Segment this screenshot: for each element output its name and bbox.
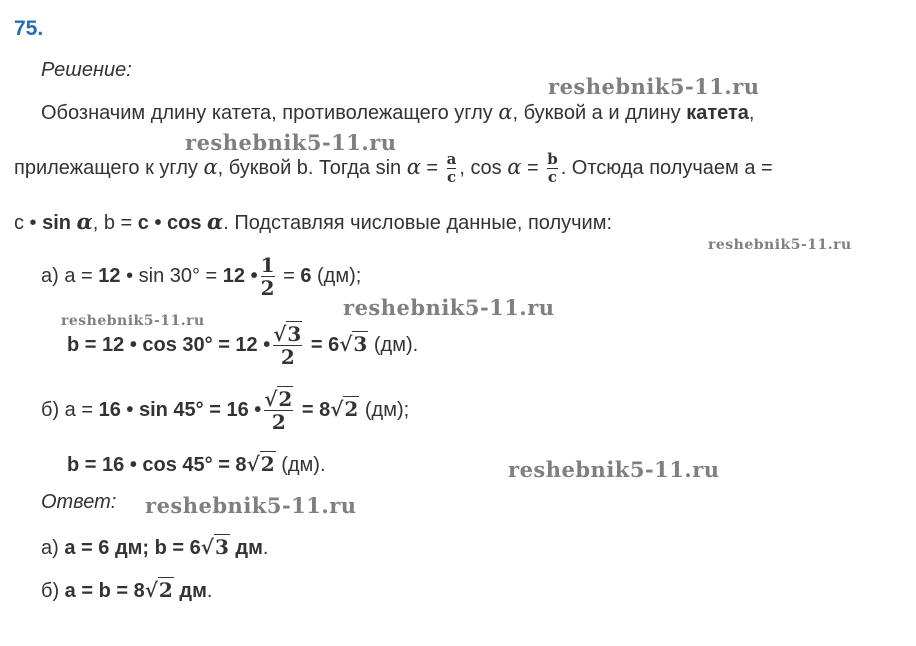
alpha-symbol: α: [406, 155, 421, 179]
text: б) a =: [41, 399, 99, 421]
text: а): [41, 537, 65, 559]
text: (дм);: [359, 399, 410, 421]
watermark: reshebnik5-11.ru: [343, 295, 555, 320]
bold-text: катета: [686, 102, 749, 124]
text: (дм);: [311, 265, 362, 287]
sqrt: √2: [330, 397, 359, 421]
denominator: c: [446, 168, 457, 187]
radicand: 2: [158, 578, 173, 602]
paragraph-line-1: [41, 100, 754, 125]
bold-text: 12: [98, 265, 121, 287]
radicand: 2: [278, 387, 293, 412]
numerator: √2: [264, 387, 293, 412]
watermark: reshebnik5-11.ru: [548, 74, 760, 99]
fraction-sqrt2-over-2: [264, 388, 293, 433]
fraction-one-half: [261, 254, 275, 299]
bold-text: дм: [173, 580, 207, 602]
alpha-symbol: α: [203, 155, 218, 179]
sqrt: √2: [246, 452, 275, 476]
watermark: reshebnik5-11.ru: [61, 313, 205, 329]
text: б): [41, 580, 65, 602]
radicand: 3: [287, 322, 302, 347]
alpha-symbol: α: [498, 100, 513, 124]
alpha-symbol: α: [207, 209, 224, 234]
watermark: reshebnik5-11.ru: [508, 457, 720, 482]
sqrt: √2: [144, 578, 173, 602]
numerator: a: [446, 150, 457, 169]
text: (дм).: [368, 334, 419, 356]
bold-text: a = b = 8: [64, 580, 145, 602]
bold-text: дм: [229, 537, 263, 559]
numerator: 1: [260, 253, 275, 278]
bold-text: = 6: [305, 334, 340, 356]
bold-text: sin: [42, 212, 77, 234]
text: , cos: [459, 157, 508, 179]
watermark: reshebnik5-11.ru: [185, 130, 397, 155]
text: Обозначим длину катета, противолежащего углу: [41, 102, 499, 124]
problem-number: 75.: [14, 17, 44, 40]
sqrt: √3: [339, 332, 368, 356]
text: . Отсюда получаем а =: [560, 157, 773, 179]
text: =: [521, 157, 545, 179]
fraction-sqrt3-over-2: [273, 323, 302, 368]
radicand: 3: [214, 535, 229, 559]
denominator: 2: [264, 410, 293, 433]
answer-b: [41, 578, 212, 603]
bold-text: c • cos: [137, 212, 208, 234]
numerator: √3: [273, 322, 302, 347]
bold-text: a = 6 дм; b = 6: [64, 537, 201, 559]
answer-a: [41, 535, 268, 560]
bold-text: b = 12 • cos 30° = 12 •: [67, 334, 271, 356]
solution-label: Решение:: [41, 59, 132, 81]
text: прилежащего к углу: [14, 157, 204, 179]
text: ,: [748, 102, 755, 124]
text: а) a =: [41, 265, 99, 287]
solution-a-line-1: [41, 254, 361, 299]
text: . Подставляя числовые данные, получим:: [223, 212, 613, 234]
radicand: 3: [353, 332, 368, 356]
radicand: 2: [260, 452, 275, 476]
bold-text: b = 16 • cos 45° = 8: [67, 454, 247, 476]
alpha-symbol: α: [507, 155, 522, 179]
solution-b-line-2: [67, 452, 326, 477]
watermark: reshebnik5-11.ru: [708, 237, 852, 253]
bold-text: 16 • sin 45° = 16 •: [98, 399, 262, 421]
watermark: reshebnik5-11.ru: [145, 493, 357, 518]
text: , b =: [92, 212, 138, 234]
radicand: 2: [344, 397, 359, 421]
solution-b-line-1: [41, 385, 409, 434]
answer-label: Ответ:: [41, 491, 117, 513]
fraction-b-over-c: [547, 151, 558, 186]
alpha-symbol: α: [76, 209, 93, 234]
text: .: [206, 580, 213, 602]
text: =: [277, 265, 301, 287]
text: • sin 30° =: [120, 265, 223, 287]
denominator: 2: [260, 276, 275, 301]
sqrt: √3: [200, 535, 229, 559]
text: =: [420, 157, 444, 179]
fraction-a-over-c: [447, 151, 457, 186]
numerator: b: [547, 150, 558, 169]
bold-text: = 8: [296, 399, 331, 421]
bold-text: 6: [300, 265, 312, 287]
denominator: 2: [273, 345, 302, 368]
text: .: [262, 537, 269, 559]
text: c •: [14, 212, 43, 234]
text: (дм).: [275, 454, 326, 476]
text: , буквой b. Тогда sin: [217, 157, 407, 179]
paragraph-line-3: [14, 210, 612, 235]
text: , буквой а и длину: [512, 102, 687, 124]
bold-text: 12 •: [222, 265, 258, 287]
denominator: c: [547, 168, 557, 187]
